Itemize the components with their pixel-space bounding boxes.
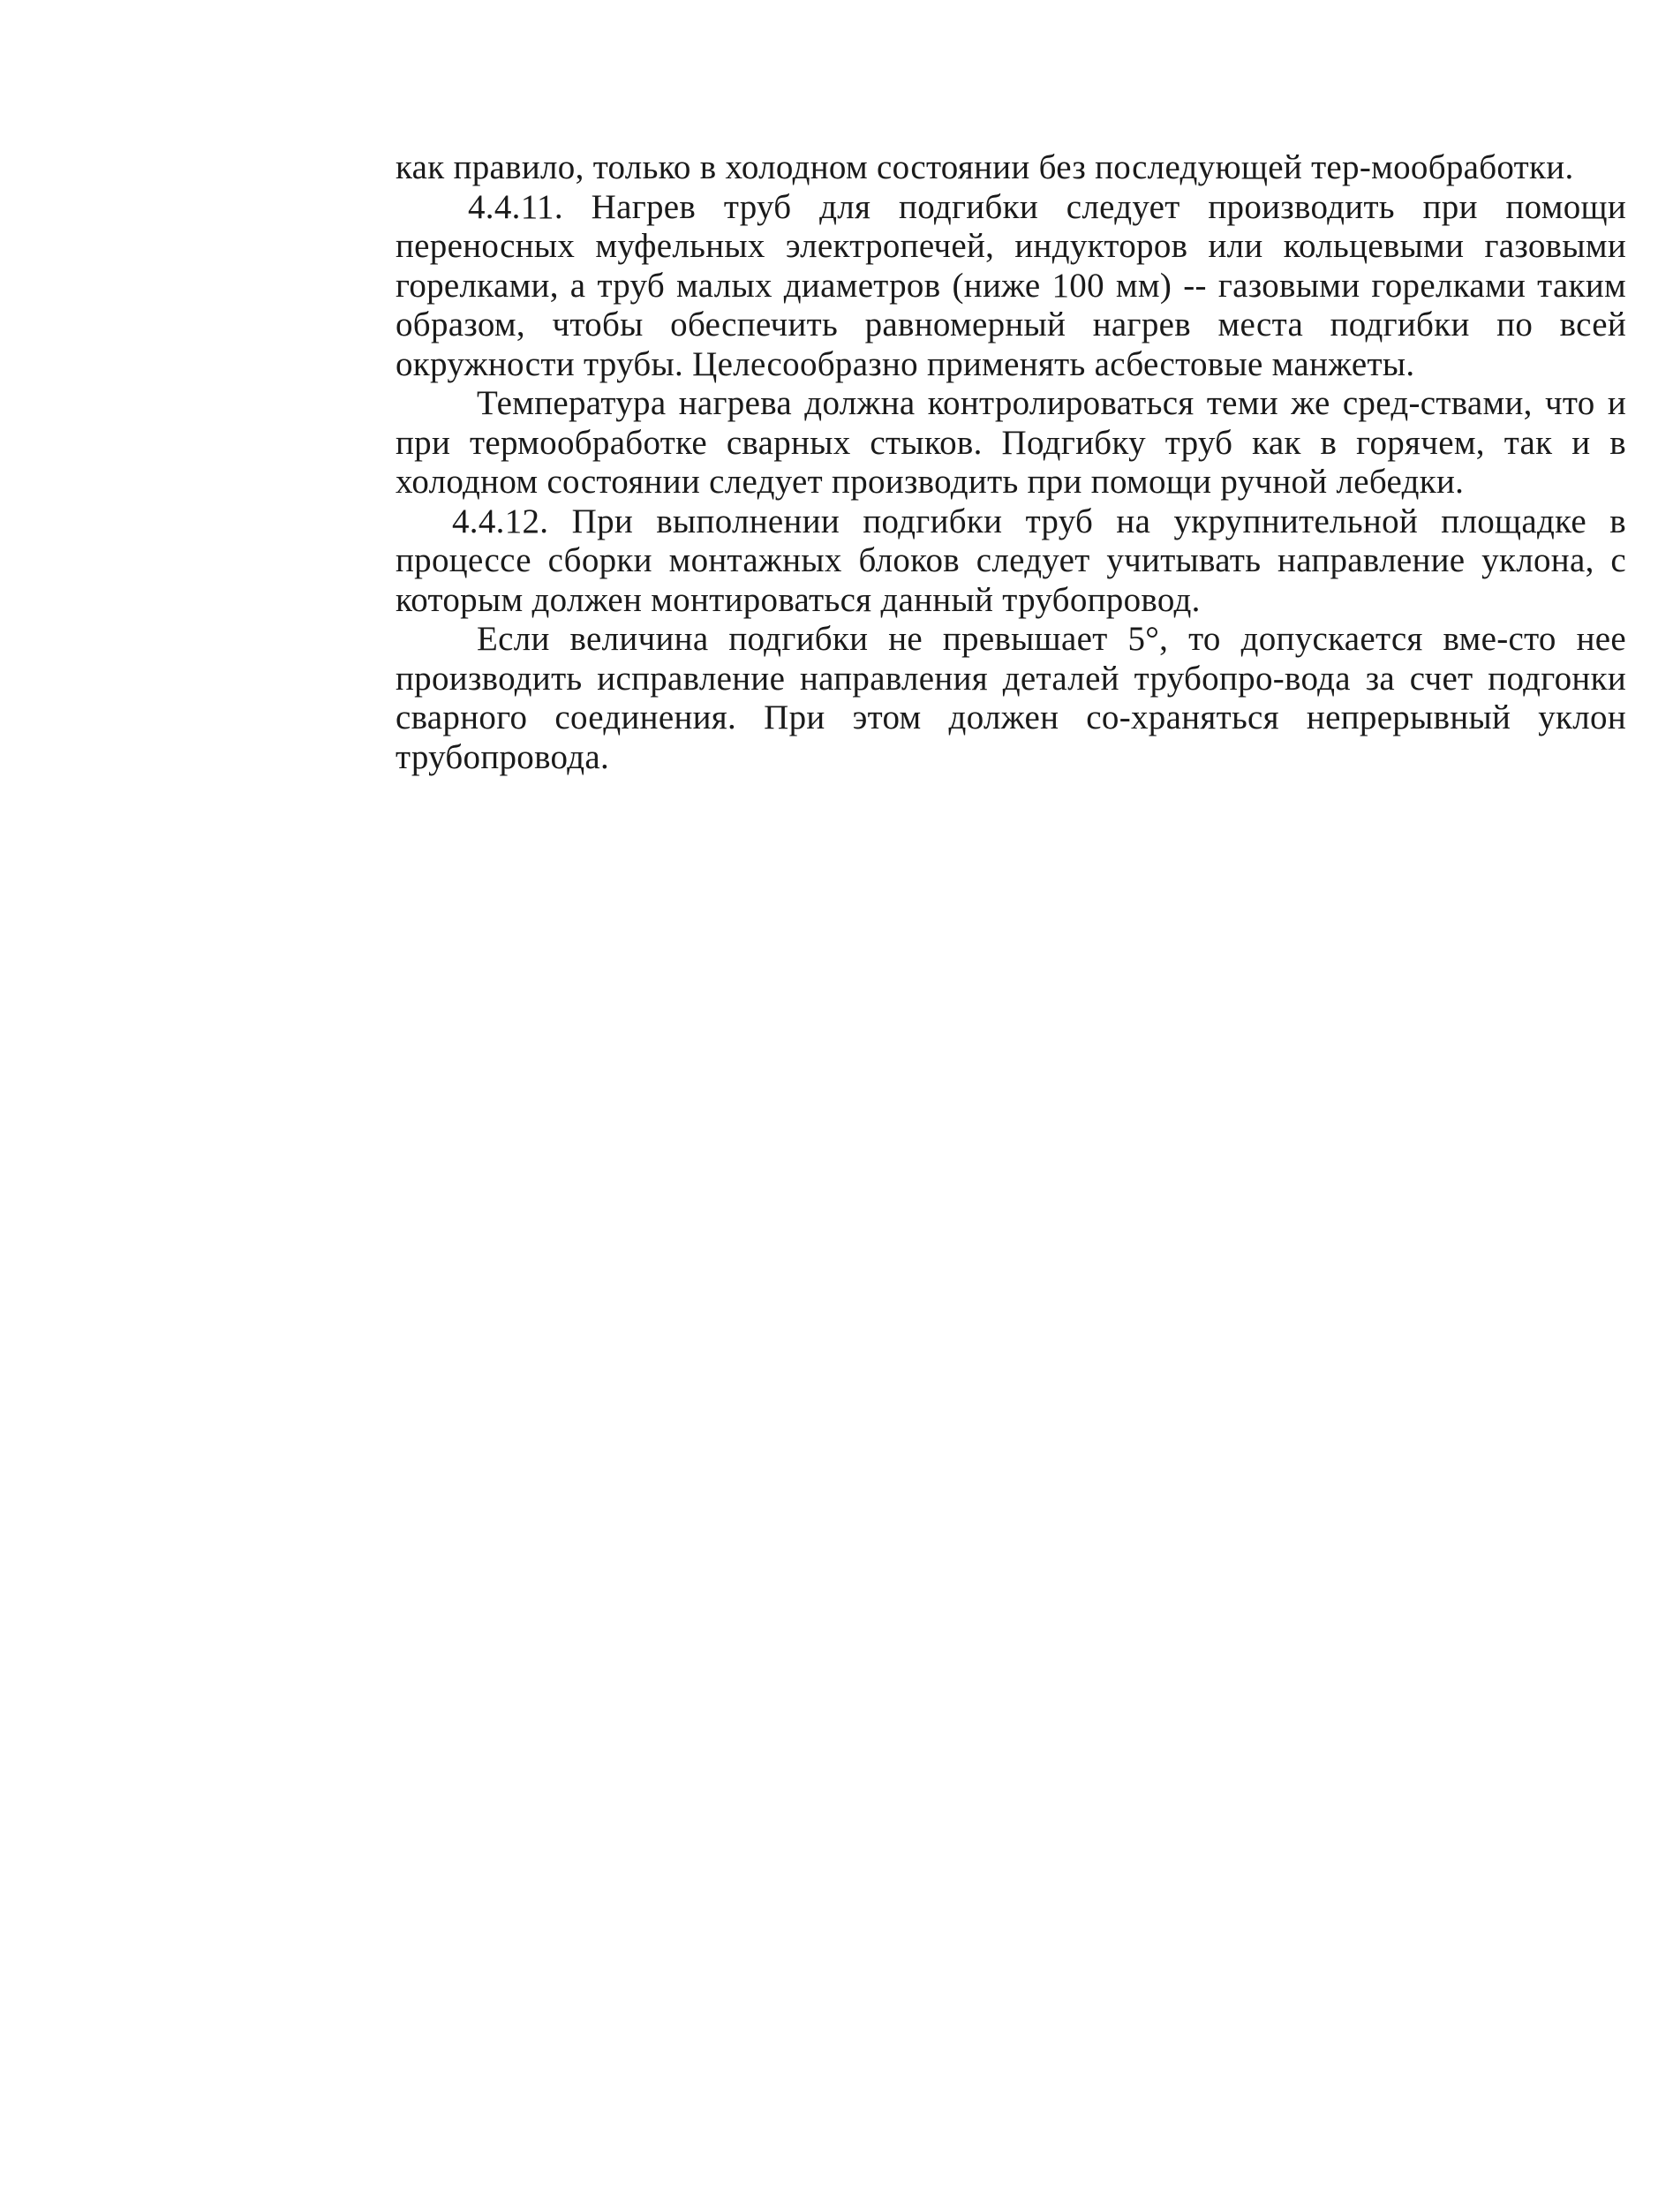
paragraph-temperature: Температура нагрева должна контролироваться теми же сред-ствами, что и при термообработке сварных стыков. Подгибку труб как в горячем, так и в холодном состоянии следует производить при помощи ручной лебедки. [396, 384, 1626, 501]
body-text [396, 148, 1626, 777]
paragraph-4-4-11: 4.4.11. Нагрев труб для подгибки следует производить при помощи переносных муфельных электропечей, индукторов или кольцевыми газовыми горелками, а труб малых диаметров (ниже 100 мм) -- газовыми горелками таким образом, чтобы обеспечить равномерный нагрев места подгибки по всей окружности трубы. Целесообразно применять асбестовые манжеты. [396, 187, 1626, 383]
paragraph-4-4-12: 4.4.12. При выполнении подгибки труб на укрупнительной площадке в процессе сборки монтажных блоков следует учитывать направление уклона, с которым должен монтироваться данный трубопровод. [396, 502, 1626, 619]
paragraph-bend-limit: Если величина подгибки не превышает 5°, то допускается вме-сто нее производить исправление направления деталей трубопро-вода за счет подгонки сварного соединения. При этом должен со-храняться непрерывный уклон трубопровода. [396, 620, 1626, 776]
paragraph-continuation: как правило, только в холодном состоянии без последующей тер-мообработки. [396, 148, 1574, 186]
